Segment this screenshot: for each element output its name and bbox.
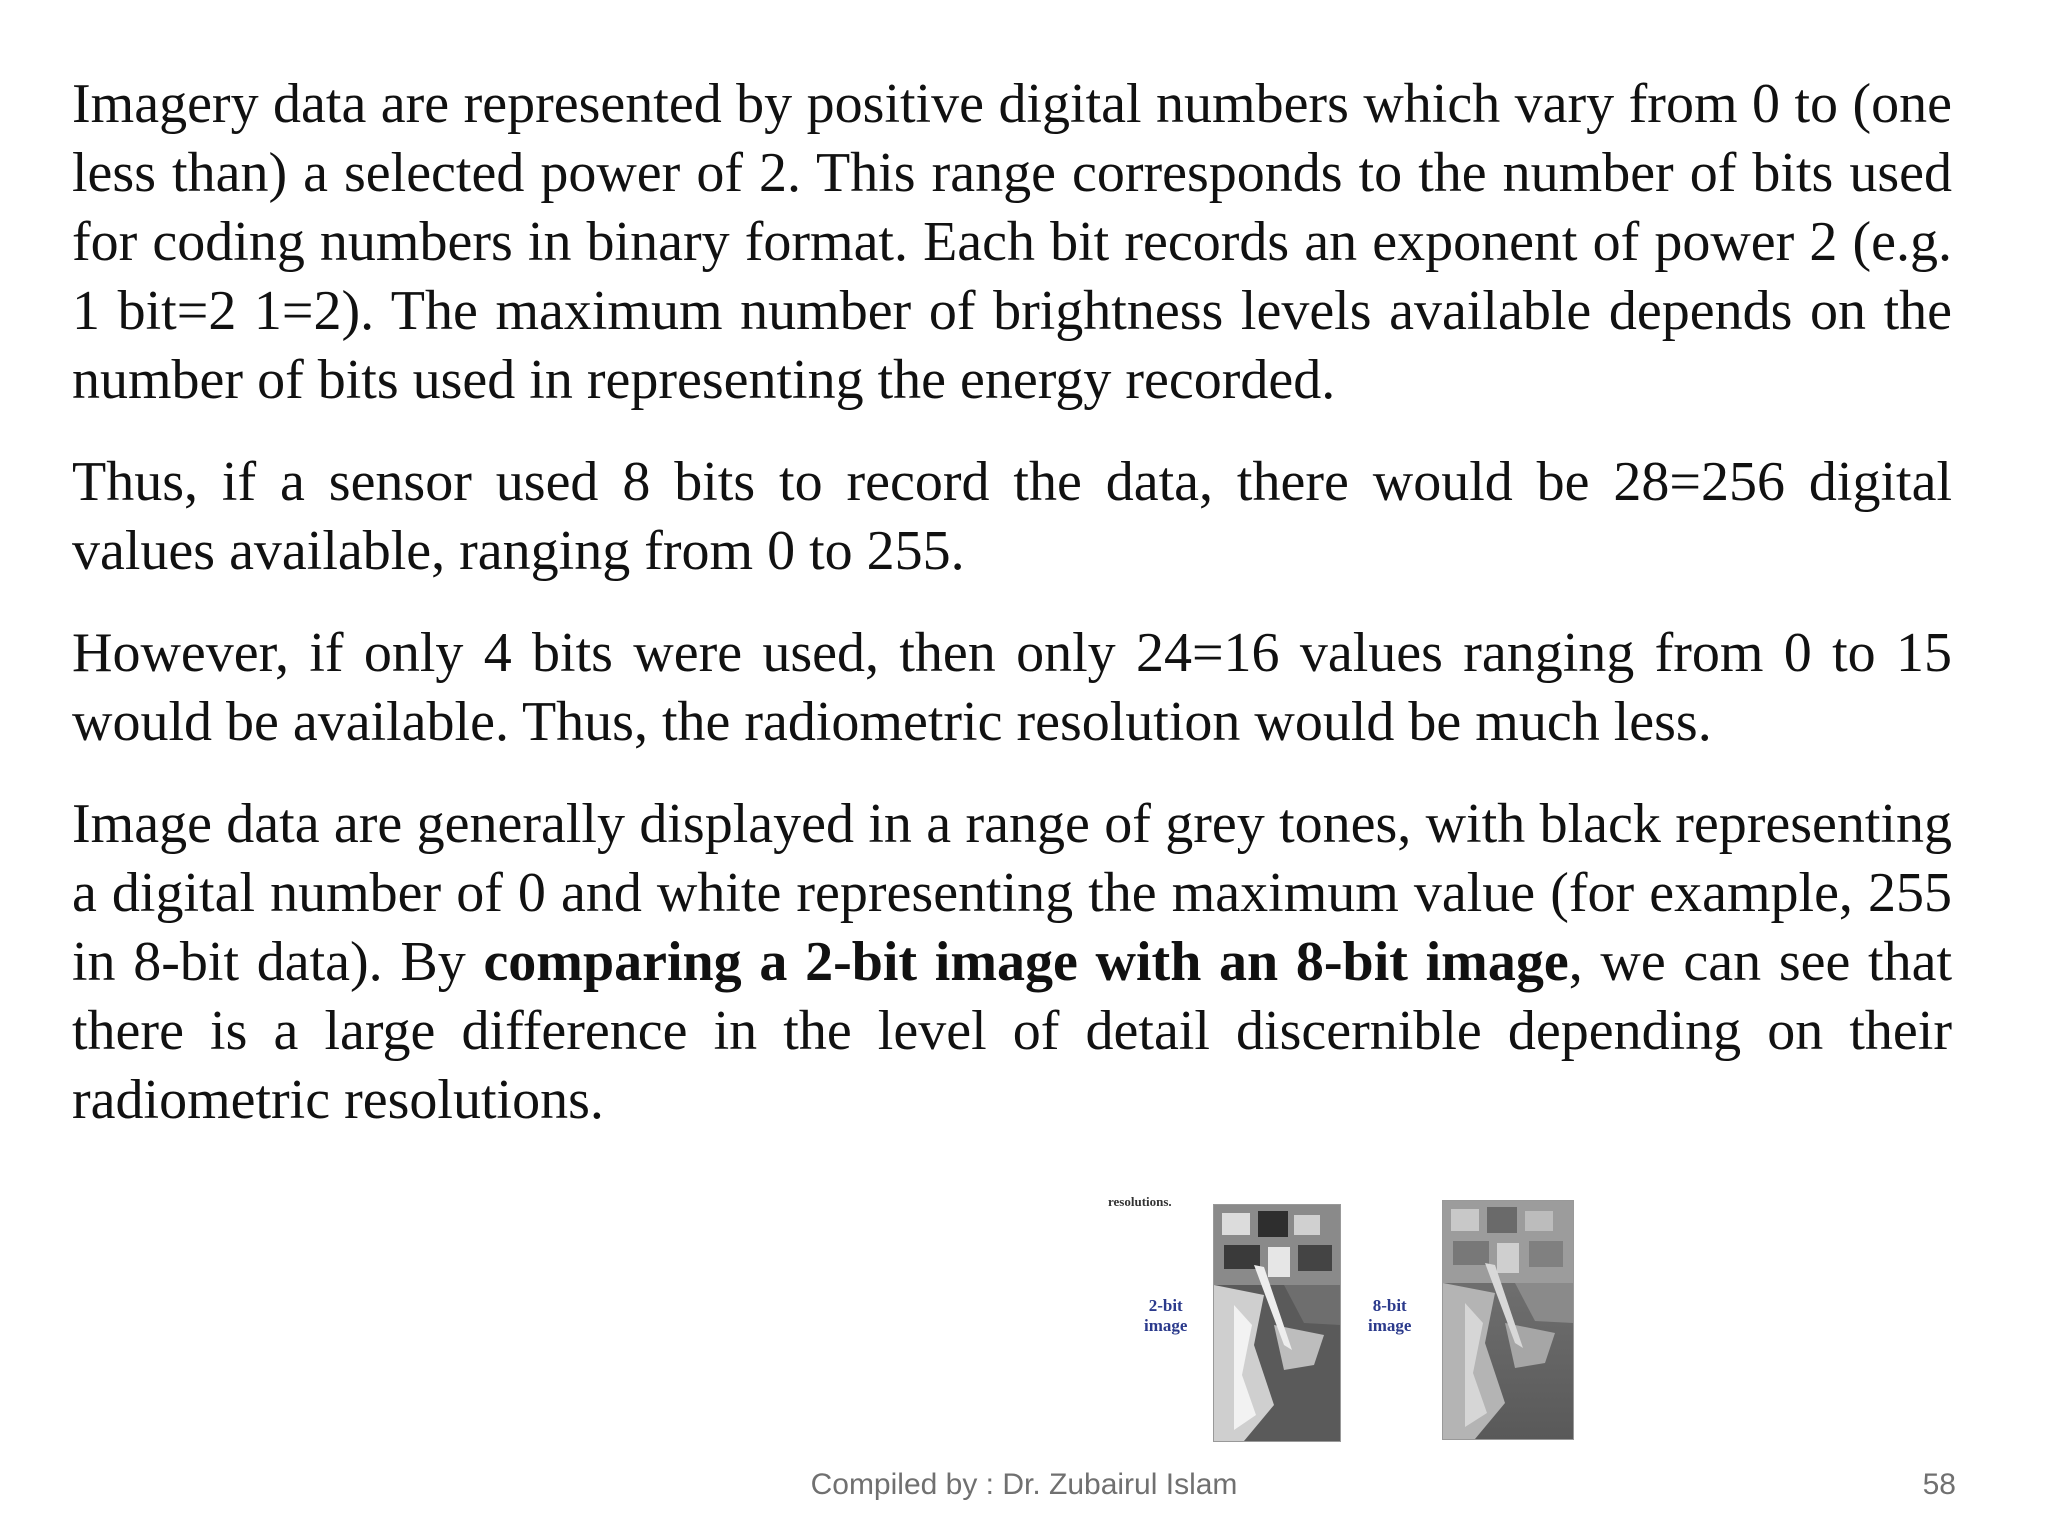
figure-caption-fragment: resolutions. bbox=[1108, 1194, 1172, 1209]
paragraph-grey-tones-end: , we can see that there is a large difference in the level of detail discernible depending on their radiometric resolutions. bbox=[72, 931, 1953, 1131]
paragraph-8-bit: Thus, if a sensor used 8 bits to record the data, there would be 28=256 digital values available, ranging from 0 to 255. bbox=[72, 451, 1952, 582]
bit-depth-comparison-figure bbox=[1100, 1190, 1580, 1440]
two-bit-label: 2-bit image bbox=[1144, 1296, 1188, 1335]
paragraph-grey-tones-bold: comparing a 2-bit image with an 8-bit image bbox=[483, 931, 1569, 993]
eight-bit-label: 8-bit image bbox=[1368, 1296, 1412, 1335]
paragraph-intro: Imagery data are represented by positive digital numbers which vary from 0 to (one less than) a selected power of 2. This range corresponds to the number of bits used for coding numbers in binary format. Each bit records an exponent of power 2 (e.g. 1 bit=2 1=2). The maximum number of brightness levels available depends on the number of bits used in representing the energy recorded. bbox=[72, 73, 1952, 411]
eight-bit-satellite-image bbox=[1442, 1200, 1574, 1440]
two-bit-satellite-image bbox=[1213, 1204, 1341, 1442]
slide-body bbox=[72, 70, 1952, 1168]
footer-credit: Compiled by : Dr. Zubairul Islam bbox=[810, 1468, 1238, 1501]
paragraph-4-bit: However, if only 4 bits were used, then only 24=16 values ranging from 0 to 15 would be available. Thus, the radiometric resolution would be much less. bbox=[72, 622, 1952, 753]
page-number: 58 bbox=[1922, 1468, 1956, 1501]
paragraph-grey-tones bbox=[72, 790, 1952, 1135]
paragraph-grey-tones-start: Image data are generally displayed in a range of grey tones, with black representing a digital number of 0 and white representing the maximum value (for example, 255 in 8-bit data). By bbox=[72, 793, 1952, 993]
